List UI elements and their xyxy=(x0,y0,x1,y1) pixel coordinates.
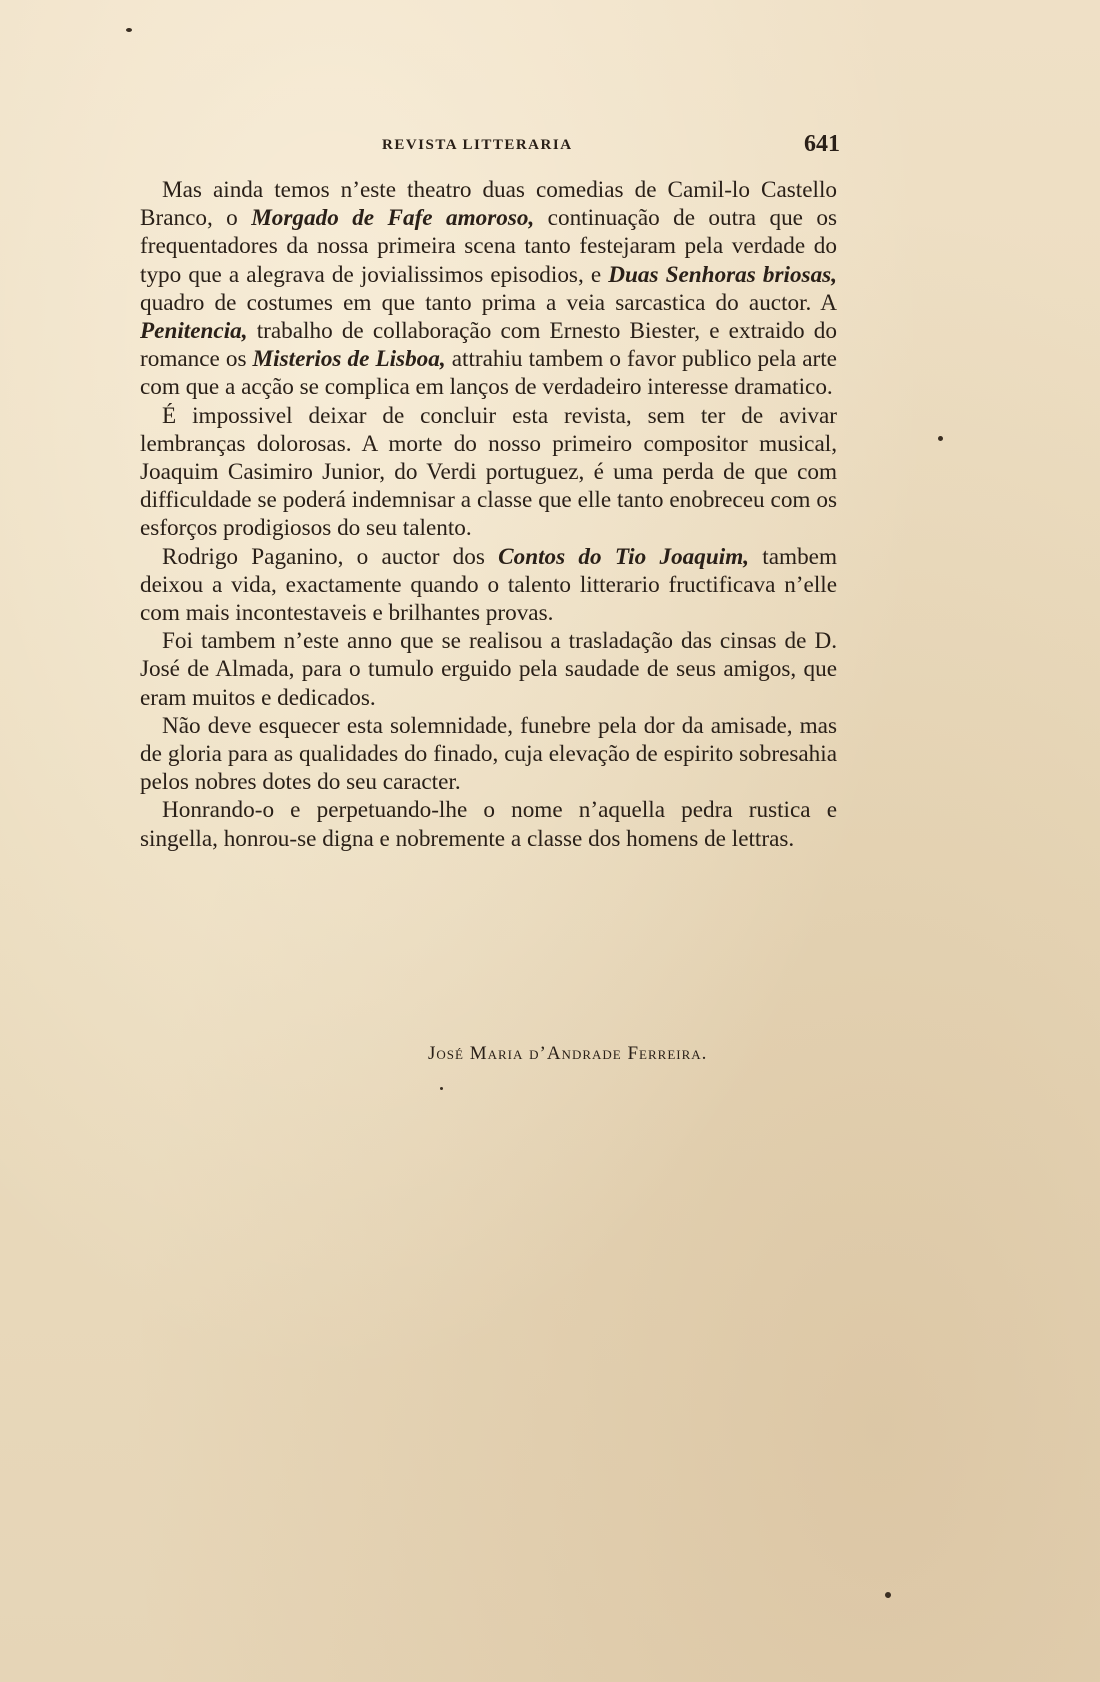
text-run: trabalho de collaboração com Ernesto Biester, e extraido do romance os xyxy=(140,318,837,373)
italic-title: Misterios de Lisboa, xyxy=(252,346,446,373)
text-run: Rodrigo Paganino, o auctor dos xyxy=(162,543,499,570)
paragraph xyxy=(140,402,837,543)
page-number: 641 xyxy=(804,131,840,157)
paragraph xyxy=(140,796,837,852)
running-title: REVISTA LITTERARIA xyxy=(382,137,573,153)
italic-title: Penitencia, xyxy=(140,318,248,345)
body-text xyxy=(140,176,837,853)
paragraph xyxy=(140,176,837,402)
text-run: attrahiu tambem o favor publico pela arte com que a acção se complica em lanços de verdadeiro interesse dramatico. xyxy=(140,346,837,401)
text-run: continuação de outra que os frequentadores da nossa primeira scena tanto festejaram pela verdade do typo que a alegrava de jovialissimos episodios, e xyxy=(140,205,837,288)
text-run: tambem deixou a vida, exactamente quando o talento litterario fructificava n’elle com mais incontestaveis e brilhantes provas. xyxy=(140,543,837,627)
text-run: É impossivel deixar de concluir esta revista, sem ter de avivar lembranças dolorosas. A morte do nosso primeiro compositor musical, Joaquim Casimiro Junior, do Verdi portuguez, é uma perda de que com difficuldade se poderá indemnisar a classe que elle tanto enobreceu com os esforços prodigiosos do seu talento. xyxy=(140,402,837,542)
italic-title: Contos do Tio Joaquim, xyxy=(498,543,750,570)
page-header xyxy=(140,133,840,163)
paragraph xyxy=(140,543,837,628)
text-run: Foi tambem n’este anno que se realisou a trasladação das cinsas de D. José de Almada, para o tumulo erguido pela saudade de seus amigos, que eram muitos e dedicados. xyxy=(140,628,837,711)
author-signature: José Maria d’Andrade Ferreira. xyxy=(428,1043,708,1064)
paragraph xyxy=(140,712,837,797)
text-run: Mas ainda temos n’este theatro duas comedias de Camil-lo Castello Branco, o xyxy=(140,177,837,232)
paragraph xyxy=(140,627,837,712)
italic-title: Morgado de Fafe amoroso, xyxy=(251,205,535,232)
italic-title: Duas Senhoras briosas, xyxy=(608,261,837,288)
text-run: Honrando-o e perpetuando-lhe o nome n’aquella pedra rustica e singella, honrou-se digna e nobremente a classe dos homens de lettras. xyxy=(140,797,837,852)
text-run: Não deve esquecer esta solemnidade, funebre pela dor da amisade, mas de gloria para as qualidades do finado, cuja elevação de espirito sobresahia pelos nobres dotes do seu caracter. xyxy=(140,712,837,796)
text-run: quadro de costumes em que tanto prima a veia sarcastica do auctor. A xyxy=(140,289,837,316)
